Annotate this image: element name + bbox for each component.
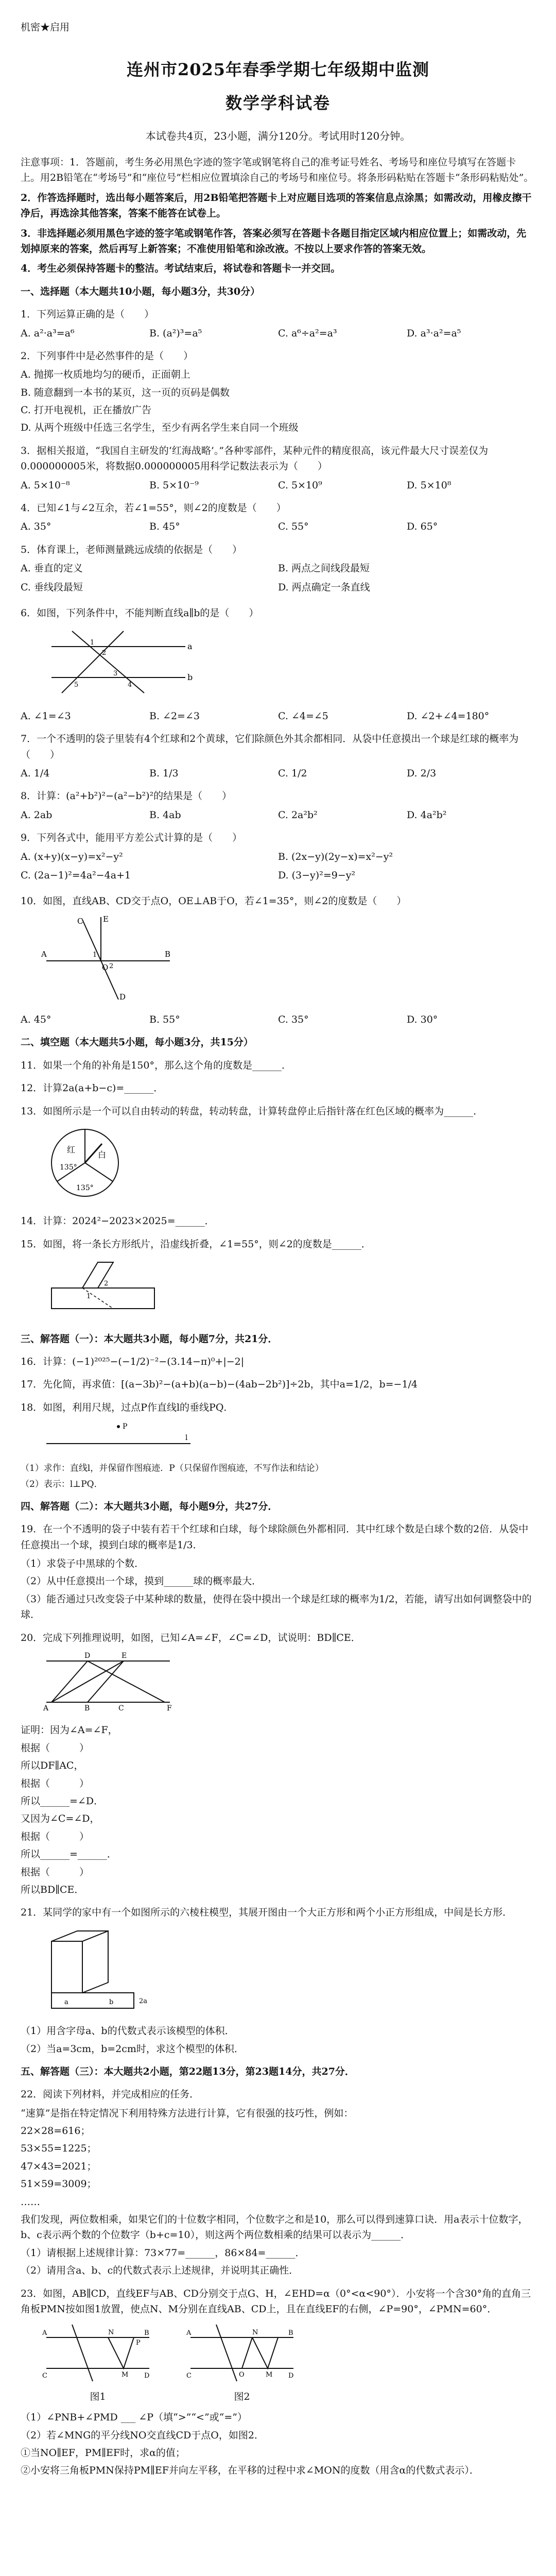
svg-text:B: B	[144, 2329, 149, 2337]
question-1: 1．下列运算正确的是（ ）	[21, 309, 154, 320]
question-22-part-2: （2）请用含a、b、c的代数式表示上述规律，并说明其正确性．	[21, 2265, 299, 2277]
option-c: C. 1/2	[278, 767, 307, 779]
question-20-line-2: 根据（ ）	[21, 1742, 90, 1754]
question-7: 7．一个不透明的袋子里装有4个红球和2个黄球，它们除颜色外其余都相同．从袋中任意摸出一个球是红球的概率为（ ）	[21, 733, 519, 760]
option-b: B. 5×10⁻⁹	[149, 479, 199, 491]
question-20-line-4: 根据（ ）	[21, 1777, 90, 1789]
option-d: D. ∠2+∠4=180°	[407, 710, 490, 722]
option-b: B. 1/3	[149, 767, 179, 779]
option-d: D. 2/3	[407, 767, 437, 779]
svg-text:A: A	[41, 949, 47, 959]
figure-2-caption: 图2	[234, 2391, 250, 2402]
svg-text:D: D	[84, 1652, 91, 1660]
option-d: D. a³·a²=a⁵	[407, 327, 461, 339]
question-6-options	[21, 708, 535, 724]
option-c: C. ∠4=∠5	[278, 710, 328, 722]
option-a: A. ∠1=∠3	[21, 710, 71, 722]
option-b: B. 随意翻到一本书的某页，这一页的页码是偶数	[21, 386, 230, 398]
svg-text:B: B	[165, 949, 171, 959]
option-a: A. 45°	[21, 1014, 51, 1026]
svg-text:F: F	[167, 1704, 172, 1713]
option-d: D. 65°	[407, 521, 438, 533]
svg-text:C: C	[42, 2372, 47, 2380]
option-b: B. 两点之间线段最短	[278, 563, 370, 574]
secret-mark: 机密★启用	[21, 22, 70, 33]
figure-1-caption: 图1	[90, 2391, 106, 2402]
svg-text:1: 1	[86, 1293, 91, 1301]
svg-text:O: O	[102, 962, 109, 972]
option-b: B. (2x−y)(2y−x)=x²−y²	[278, 851, 393, 862]
question-23-part-2: （2）若∠MNG的平分线NO交直线CD于点O，如图2．	[21, 2429, 264, 2441]
svg-text:2: 2	[102, 649, 107, 657]
svg-text:C: C	[186, 2372, 192, 2380]
option-c: C. 55°	[278, 521, 309, 533]
option-c: C. 垂线段最短	[21, 581, 83, 593]
question-4-options	[21, 519, 535, 534]
option-c: C. 打开电视机，正在播放广告	[21, 404, 151, 416]
option-a: A. 1/4	[21, 767, 50, 779]
option-b: B. 55°	[149, 1014, 180, 1026]
option-d: D. 从两个班级中任选三名学生，至少有两名学生来自同一个班级	[21, 422, 299, 434]
question-23-part-4: ②小安将三角板PMN保持PM∥EF并向左平移，在平移的过程中求∠MON的度数（用含α的代数式表示）．	[21, 2465, 479, 2477]
svg-text:1: 1	[93, 951, 97, 959]
svg-text:4: 4	[128, 681, 132, 689]
question-20-line-8: 所以______=______．	[21, 1849, 117, 1860]
option-d: D. 4a²b²	[407, 809, 447, 821]
intersecting-lines-figure	[41, 914, 175, 1002]
question-14: 14．计算：2024²−2023×2025=______．	[21, 1215, 215, 1227]
question-21-part-1: （1）用含字母a、b的代数式表示该模型的体积．	[21, 2025, 235, 2037]
question-20-line-5: 所以______=∠D．	[21, 1795, 104, 1807]
svg-text:5: 5	[74, 681, 79, 689]
svg-text:E: E	[121, 1652, 127, 1660]
question-10-options	[21, 1012, 535, 1027]
question-22-desc: 我们发现，两位数相乘，如果它们的十位数字相同，个位数字之和是10，那么可以得到速算口诀．用a表示十位数字，b、c表示两个数的个位数字（b+c=10），则这两个两位数相乘的结果可以表示为______．	[21, 2214, 528, 2241]
question-9-options	[21, 849, 535, 887]
option-d: D. 5×10⁸	[407, 479, 451, 491]
question-20-line-10: 所以BD∥CE．	[21, 1884, 84, 1895]
svg-text:C: C	[118, 1704, 124, 1713]
exam-title: 连州市2025年春季学期七年级期中监测	[126, 60, 430, 79]
option-a: A. (x+y)(x−y)=x²−y²	[21, 851, 123, 862]
question-12: 12．计算2a(a+b−c)=______．	[21, 1082, 164, 1094]
question-22: 22．阅读下列材料，并完成相应的任务．	[21, 2089, 200, 2100]
question-10: 10．如图，直线AB、CD交于点O，OE⊥AB于O，若∠1=35°，则∠2的度数是（ ）	[21, 895, 407, 907]
question-23: 23．如图，AB∥CD，直线EF与AB、CD分别交于点G、H，∠EHD=α（0°<α<90°）．小安将一个含30°角的直角三角板PMN按如图1放置，使点N、M分别在直线AB、CD上，且在直线EF的右侧，∠P=90°，∠PMN=60°．	[21, 2287, 531, 2315]
question-20-line-6: 又因为∠C=∠D，	[21, 1813, 100, 1825]
option-a: A. 5×10⁻⁸	[21, 479, 70, 491]
option-a: A. 2ab	[21, 809, 53, 821]
question-6-figure	[41, 626, 535, 703]
question-2-options	[21, 367, 535, 436]
question-8-options	[21, 807, 535, 823]
svg-text:P: P	[123, 1422, 128, 1431]
exam-intro: 本试卷共4页，23小题，满分120分。考试用时120分钟。	[145, 130, 411, 142]
spinner-red-label: 红	[67, 1145, 76, 1155]
question-18-part-1: （1）求作：直线l，并保留作图痕迹．P（只保留作图痕迹，不写作法和结论）	[21, 1463, 324, 1473]
question-22-part-1: （1）请根据上述规律计算：73×77=______，86×84=______．	[21, 2247, 305, 2259]
section-5-title: 五、解答题（三）：本大题共2小题，第22题13分，第23题14分，共27分．	[21, 2065, 355, 2077]
option-d: D. 30°	[407, 1014, 438, 1026]
spinner-white-label: 白	[98, 1150, 107, 1160]
spinner-angle-2: 135°	[76, 1184, 94, 1193]
option-b: B. 45°	[149, 521, 180, 533]
figure-1-diagram	[41, 2322, 154, 2384]
question-5-options	[21, 561, 535, 598]
section-2-title: 二、填空题（本大题共5小题，每小题3分，共15分）	[21, 1037, 253, 1048]
question-15-figure	[41, 1257, 535, 1324]
question-13-figure	[41, 1124, 535, 1206]
exam-body	[21, 155, 535, 2481]
svg-text:D: D	[144, 2372, 150, 2380]
question-22-example-4: 51×59=3009；	[21, 2178, 97, 2190]
question-18-figure	[41, 1420, 535, 1456]
option-b: B. 4ab	[149, 809, 181, 821]
question-20-figure	[41, 1651, 535, 1717]
question-3: 3．据相关报道，“我国自主研发的‘红海战略’。”各种零部件，某种元件的精度很高，该元件最大尺寸误差仅为0.000000005米，将数据0.000000005用科学记数法表示为（ ）	[21, 445, 489, 472]
note-2: 2．作答选择题时，选出每小题答案后，用2B铅笔把答题卡上对应题目选项的答案信息点涂黑；如需改动，用橡皮擦干净后，再选涂其他答案，答案不能答在试卷上。	[21, 192, 532, 219]
question-16: 16．计算：(−1)²⁰²⁵−(−1/2)⁻²−(3.14−π)⁰+|−2|	[21, 1355, 245, 1367]
note-4: 4．考生必须保持答题卡的整洁。考试结束后，将试卷和答题卡一并交回。	[21, 263, 341, 275]
svg-text:A: A	[186, 2329, 192, 2337]
proof-figure	[41, 1651, 175, 1713]
question-1-options	[21, 326, 535, 341]
svg-text:B: B	[288, 2329, 293, 2337]
question-3-options	[21, 478, 535, 493]
option-d: D. (3−y)²=9−y²	[278, 869, 356, 881]
folded-strip-figure	[41, 1257, 165, 1319]
question-20-line-3: 所以DF∥AC，	[21, 1760, 84, 1772]
question-23-part-1: （1）∠PNB+∠PMD ___ ∠P（填“>”“<”或“=”）	[21, 2412, 248, 2424]
note-1: 注意事项：1．答题前，考生务必用黑色字迹的签字笔或钢笔将自己的准考证号姓名、考场号和座位号填写在答题卡上。用2B铅笔在“考场号”和“座位号”栏相应位置填涂自己的考场号和座位号。将条形码粘贴在答题卡“条形码粘贴处”。	[21, 157, 534, 184]
question-2: 2．下列事件中是必然事件的是（ ）	[21, 350, 194, 362]
option-a: A. 垂直的定义	[21, 563, 83, 574]
question-15: 15．如图，将一条长方形纸片，沿虚线折叠，∠1=55°，则∠2的度数是______．	[21, 1238, 371, 1250]
svg-text:2: 2	[109, 962, 114, 970]
section-1-title: 一、选择题（本大题共10小题，每小题3分，共30分）	[21, 285, 260, 297]
svg-text:A: A	[43, 1704, 49, 1713]
section-3-title: 三、解答题（一）：本大题共3小题，每小题7分，共21分．	[21, 1333, 278, 1345]
spinner-figure	[41, 1124, 129, 1201]
question-21: 21．某同学的家中有一个如图所示的六棱柱模型，其展开图由一个大正方形和两个小正方形组成，中间是长方形．	[21, 1907, 513, 1919]
svg-text:a: a	[64, 1998, 68, 2006]
question-21-figure	[41, 1926, 535, 2018]
question-13: 13．如图所示是一个可以自由转动的转盘，转动转盘，计算转盘停止后指针落在红色区域的概率为______．	[21, 1105, 483, 1117]
svg-text:2: 2	[104, 1280, 109, 1288]
figure-2-diagram	[185, 2322, 299, 2384]
question-17: 17．先化简，再求值：[(a−3b)²−(a+b)(a−b)−(4ab−2b²)]÷2b，其中a=1/2，b=−1/4	[21, 1379, 418, 1391]
question-20-line-9: 根据（ ）	[21, 1866, 90, 1878]
option-c: C. 5×10⁹	[278, 479, 322, 491]
question-20-line-1: 证明：因为∠A=∠F，	[21, 1724, 118, 1736]
question-22-example-1: 22×28=616；	[21, 2125, 91, 2137]
question-21-part-2: （2）当a=3cm，b=2cm时，求这个模型的体积．	[21, 2043, 244, 2055]
option-c: C. 2a²b²	[278, 809, 318, 821]
question-23-figures	[41, 2322, 535, 2404]
question-7-options	[21, 766, 535, 781]
svg-text:A: A	[42, 2329, 47, 2337]
svg-text:3: 3	[113, 670, 118, 678]
line-with-point-figure	[41, 1420, 196, 1451]
option-d: D. 两点确定一条直线	[278, 581, 370, 593]
question-10-figure	[41, 914, 535, 1007]
question-23-part-3: ①当NO∥EF，PM∥EF时，求α的值；	[21, 2447, 185, 2459]
option-c: C. (2a−1)²=4a²−4a+1	[21, 869, 131, 881]
svg-text:C: C	[77, 916, 83, 926]
svg-text:E: E	[103, 914, 109, 924]
prism-figure	[41, 1926, 175, 2013]
svg-text:1: 1	[90, 639, 95, 647]
svg-text:P: P	[136, 2339, 141, 2347]
exam-subject: 数学学科试卷	[225, 93, 331, 113]
section-4-title: 四、解答题（二）：本大题共3小题，每小题9分，共27分．	[21, 1500, 278, 1512]
svg-text:M: M	[266, 2371, 273, 2379]
question-19: 19．在一个不透明的袋子中装有若干个红球和白球，每个球除颜色外都相同．其中红球个数是白球个数的2倍．从袋中任意摸出一个球，摸到白球的概率是1/3．	[21, 1523, 529, 1551]
option-b: B. (a²)³=a⁵	[149, 327, 202, 339]
question-9: 9．下列各式中，能用平方差公式计算的是（ ）	[21, 832, 242, 844]
option-c: C. a⁶÷a²=a³	[278, 327, 337, 339]
question-11: 11．如果一个角的补角是150°，那么这个角的度数是______．	[21, 1059, 291, 1071]
question-18-part-2: （2）表示：l⊥PQ．	[21, 1479, 103, 1489]
question-19-part-1: （1）求袋子中黑球的个数．	[21, 1558, 145, 1570]
question-20: 20．完成下列推理说明，如图，已知∠A=∠F，∠C=∠D，试说明：BD∥CE．	[21, 1632, 361, 1643]
figure-1	[41, 2322, 154, 2404]
svg-text:D: D	[119, 992, 126, 1002]
option-c: C. 35°	[278, 1014, 309, 1026]
svg-text:l: l	[185, 1434, 188, 1443]
question-20-line-7: 根据（ ）	[21, 1831, 90, 1842]
figure-2	[185, 2322, 299, 2404]
option-b: B. ∠2=∠3	[149, 710, 200, 722]
question-22-example-3: 47×43=2021；	[21, 2160, 97, 2172]
question-8: 8．计算：(a²+b²)²−(a²−b²)²的结果是（ ）	[21, 790, 232, 802]
svg-text:b: b	[109, 1998, 114, 2006]
svg-text:N: N	[252, 2329, 258, 2337]
parallel-lines-figure	[41, 626, 196, 698]
svg-text:O: O	[239, 2371, 245, 2379]
question-4: 4．已知∠1与∠2互余，若∠1=55°，则∠2的度数是（ ）	[21, 502, 286, 514]
svg-text:b: b	[187, 672, 193, 683]
question-5: 5．体育课上，老师测量跳远成绩的依据是（ ）	[21, 544, 242, 555]
question-18: 18．如图，利用尺规，过点P作直线l的垂线PQ．	[21, 1401, 234, 1413]
svg-text:2a: 2a	[139, 1997, 148, 2005]
svg-text:N: N	[108, 2329, 114, 2337]
svg-text:a: a	[187, 641, 193, 652]
svg-text:B: B	[84, 1704, 90, 1713]
spinner-angle-1: 135°	[60, 1163, 77, 1172]
question-19-part-2: （2）从中任意摸出一个球，摸到______球的概率最大．	[21, 1575, 262, 1587]
note-3: 3．非选择题必须用黑色字迹的签字笔或钢笔作答，答案必须写在答题卡各题目指定区域内相应位置上；如需改动，先划掉原来的答案，然后再写上新答案；不准使用铅笔和涂改液。不按以上要求作答的答案无效。	[21, 227, 527, 255]
svg-text:D: D	[288, 2372, 294, 2380]
svg-text:M: M	[121, 2371, 129, 2379]
question-22-example-5: ……	[21, 2196, 40, 2208]
question-6: 6．如图，下列条件中，不能判断直线a∥b的是（ ）	[21, 607, 259, 619]
question-22-text: “速算”是指在特定情况下利用特殊方法进行计算，它有很强的技巧性，例如：	[21, 2107, 354, 2119]
question-22-example-2: 53×55=1225；	[21, 2143, 97, 2155]
option-a: A. a²·a³=a⁶	[21, 327, 75, 339]
question-19-part-3: （3）能否通过只改变袋子中某种球的数量，使得在袋中摸出一个球是红球的概率为1/2，若能，请写出如何调整袋中的球．	[21, 1593, 532, 1621]
option-a: A. 抛掷一枚质地均匀的硬币，正面朝上	[21, 369, 190, 381]
option-a: A. 35°	[21, 521, 51, 533]
